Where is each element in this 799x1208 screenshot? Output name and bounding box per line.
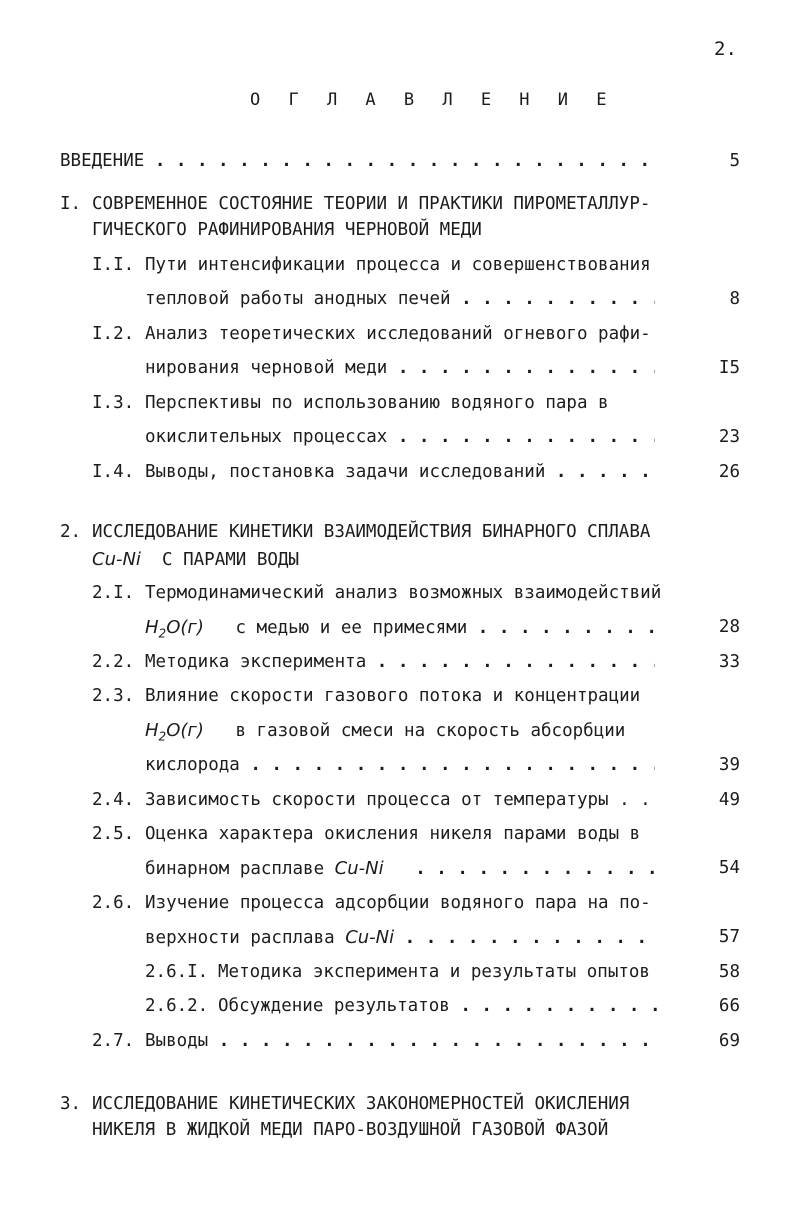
section-title[interactable]: Пути интенсификации процесса и совершенствования	[145, 255, 651, 275]
formula-h2o: $H_2O(г)$	[145, 617, 204, 641]
section-number: 2.2.	[92, 652, 135, 672]
section-number: 2.5.	[92, 824, 135, 844]
chapter-title[interactable]: ИССЛЕДОВАНИЕ КИНЕТИКИ ВЗАИМОДЕЙСТВИЯ БИНАРНОГО СПЛАВА	[92, 522, 651, 542]
page-number: 2.	[714, 38, 737, 60]
toc-page-number: 26	[718, 462, 740, 482]
section-title-continued[interactable]	[145, 427, 655, 451]
chapter-title-continued[interactable]: ГИЧЕСКОГО РАФИНИРОВАНИЯ ЧЕРНОВОЙ МЕДИ	[92, 220, 482, 240]
toc-page-number: 66	[718, 996, 740, 1016]
toc-page-number: 5	[729, 151, 740, 171]
section-title-continued[interactable]	[145, 755, 655, 779]
toc-label: в газовой смеси на скорость абсорбции	[235, 721, 626, 741]
section-title[interactable]	[145, 462, 655, 486]
section-title-continued[interactable]	[145, 927, 655, 951]
chapter-number: I.	[60, 194, 82, 214]
subsection-title[interactable]	[218, 996, 660, 1020]
toc-page-number: 49	[718, 790, 740, 810]
section-title[interactable]	[145, 652, 655, 676]
toc-label: с медью и ее примесями	[235, 618, 468, 638]
toc-page-number: 33	[718, 652, 740, 672]
section-number: I.4.	[92, 462, 135, 482]
chapter-number: 2.	[60, 522, 82, 542]
toc-label: Выводы	[145, 1031, 209, 1051]
formula-cu-ni: Cu-Ni	[92, 549, 141, 570]
toc-page-number: I5	[718, 358, 740, 378]
section-number: I.I.	[92, 255, 135, 275]
section-title[interactable]: Зависимость скорости процесса от температуры . .	[145, 790, 651, 810]
toc-label: С ПАРАМИ ВОДЫ	[162, 550, 299, 570]
toc-entry-intro[interactable]	[60, 151, 660, 175]
toc-page-number: 58	[718, 962, 740, 982]
toc-page-number: 28	[718, 617, 740, 637]
section-title[interactable]: Оценка характера окисления никеля парами воды в	[145, 824, 641, 844]
toc-page-number: 54	[718, 858, 740, 878]
section-number: 2.I.	[92, 583, 135, 603]
formula-cu-ni: Cu-Ni	[345, 927, 395, 948]
chapter-title-continued[interactable]	[92, 549, 299, 570]
formula-cu-ni: Cu-Ni	[334, 858, 384, 879]
toc-label: бинарном расплаве	[145, 859, 325, 879]
section-number: I.2.	[92, 324, 135, 344]
section-number: I.3.	[92, 393, 135, 413]
chapter-title[interactable]: ИССЛЕДОВАНИЕ КИНЕТИЧЕСКИХ ЗАКОНОМЕРНОСТЕЙ ОКИСЛЕНИЯ	[92, 1094, 630, 1114]
section-title[interactable]: Перспективы по использованию водяного пара в	[145, 393, 609, 413]
section-title[interactable]	[145, 1031, 655, 1055]
section-number: 2.4.	[92, 790, 135, 810]
toc-page-number: 23	[718, 427, 740, 447]
toc-label: Выводы, постановка задачи исследований	[145, 462, 546, 482]
toc-label: Обсуждение результатов	[218, 996, 450, 1016]
toc-label: кислорода	[145, 755, 240, 775]
section-title[interactable]: Термодинамический анализ возможных взаимодействий	[145, 583, 662, 603]
section-title[interactable]: Изучение процесса адсорбции водяного пара на по-	[145, 893, 651, 913]
section-number: 2.7.	[92, 1031, 135, 1051]
section-number: 2.3.	[92, 686, 135, 706]
toc-page-number: 39	[718, 755, 740, 775]
chapter-title[interactable]: СОВРЕМЕННОЕ СОСТОЯНИЕ ТЕОРИИ И ПРАКТИКИ ПИРОМЕТАЛЛУР-	[92, 194, 651, 214]
toc-page-number: 69	[718, 1031, 740, 1051]
toc-label: верхности расплава	[145, 928, 335, 948]
subsection-number: 2.6.I.	[145, 962, 209, 982]
chapter-title-continued[interactable]: НИКЕЛЯ В ЖИДКОЙ МЕДИ ПАРО-ВОЗДУШНОЙ ГАЗОВОЙ ФАЗОЙ	[92, 1120, 609, 1140]
section-title-continued[interactable]	[145, 358, 655, 382]
toc-label: Методика эксперимента	[145, 652, 367, 672]
section-title-continued[interactable]	[145, 289, 655, 313]
toc-label: окислительных процессах	[145, 427, 388, 447]
toc-page-number: 57	[718, 927, 740, 947]
page-title: О Г Л А В Л Е Н И Е	[250, 90, 616, 110]
section-title[interactable]: Влияние скорости газового потока и концентрации	[145, 686, 641, 706]
toc-label: нирования черновой меди	[145, 358, 388, 378]
section-title-continued[interactable]	[145, 858, 655, 882]
toc-page-number: 8	[729, 289, 740, 309]
section-title-continued[interactable]	[145, 617, 655, 641]
subsection-number: 2.6.2.	[145, 996, 209, 1016]
formula-h2o: $H_2O(г)$	[145, 720, 204, 744]
section-number: 2.6.	[92, 893, 135, 913]
chapter-number: 3.	[60, 1094, 82, 1114]
section-title[interactable]: Анализ теоретических исследований огневого рафи-	[145, 324, 651, 344]
section-title-continued[interactable]	[145, 720, 625, 744]
subsection-title[interactable]: Методика эксперимента и результаты опытов	[218, 962, 650, 982]
toc-label: ВВЕДЕНИЕ	[60, 151, 145, 171]
toc-label: тепловой работы анодных печей	[145, 289, 451, 309]
